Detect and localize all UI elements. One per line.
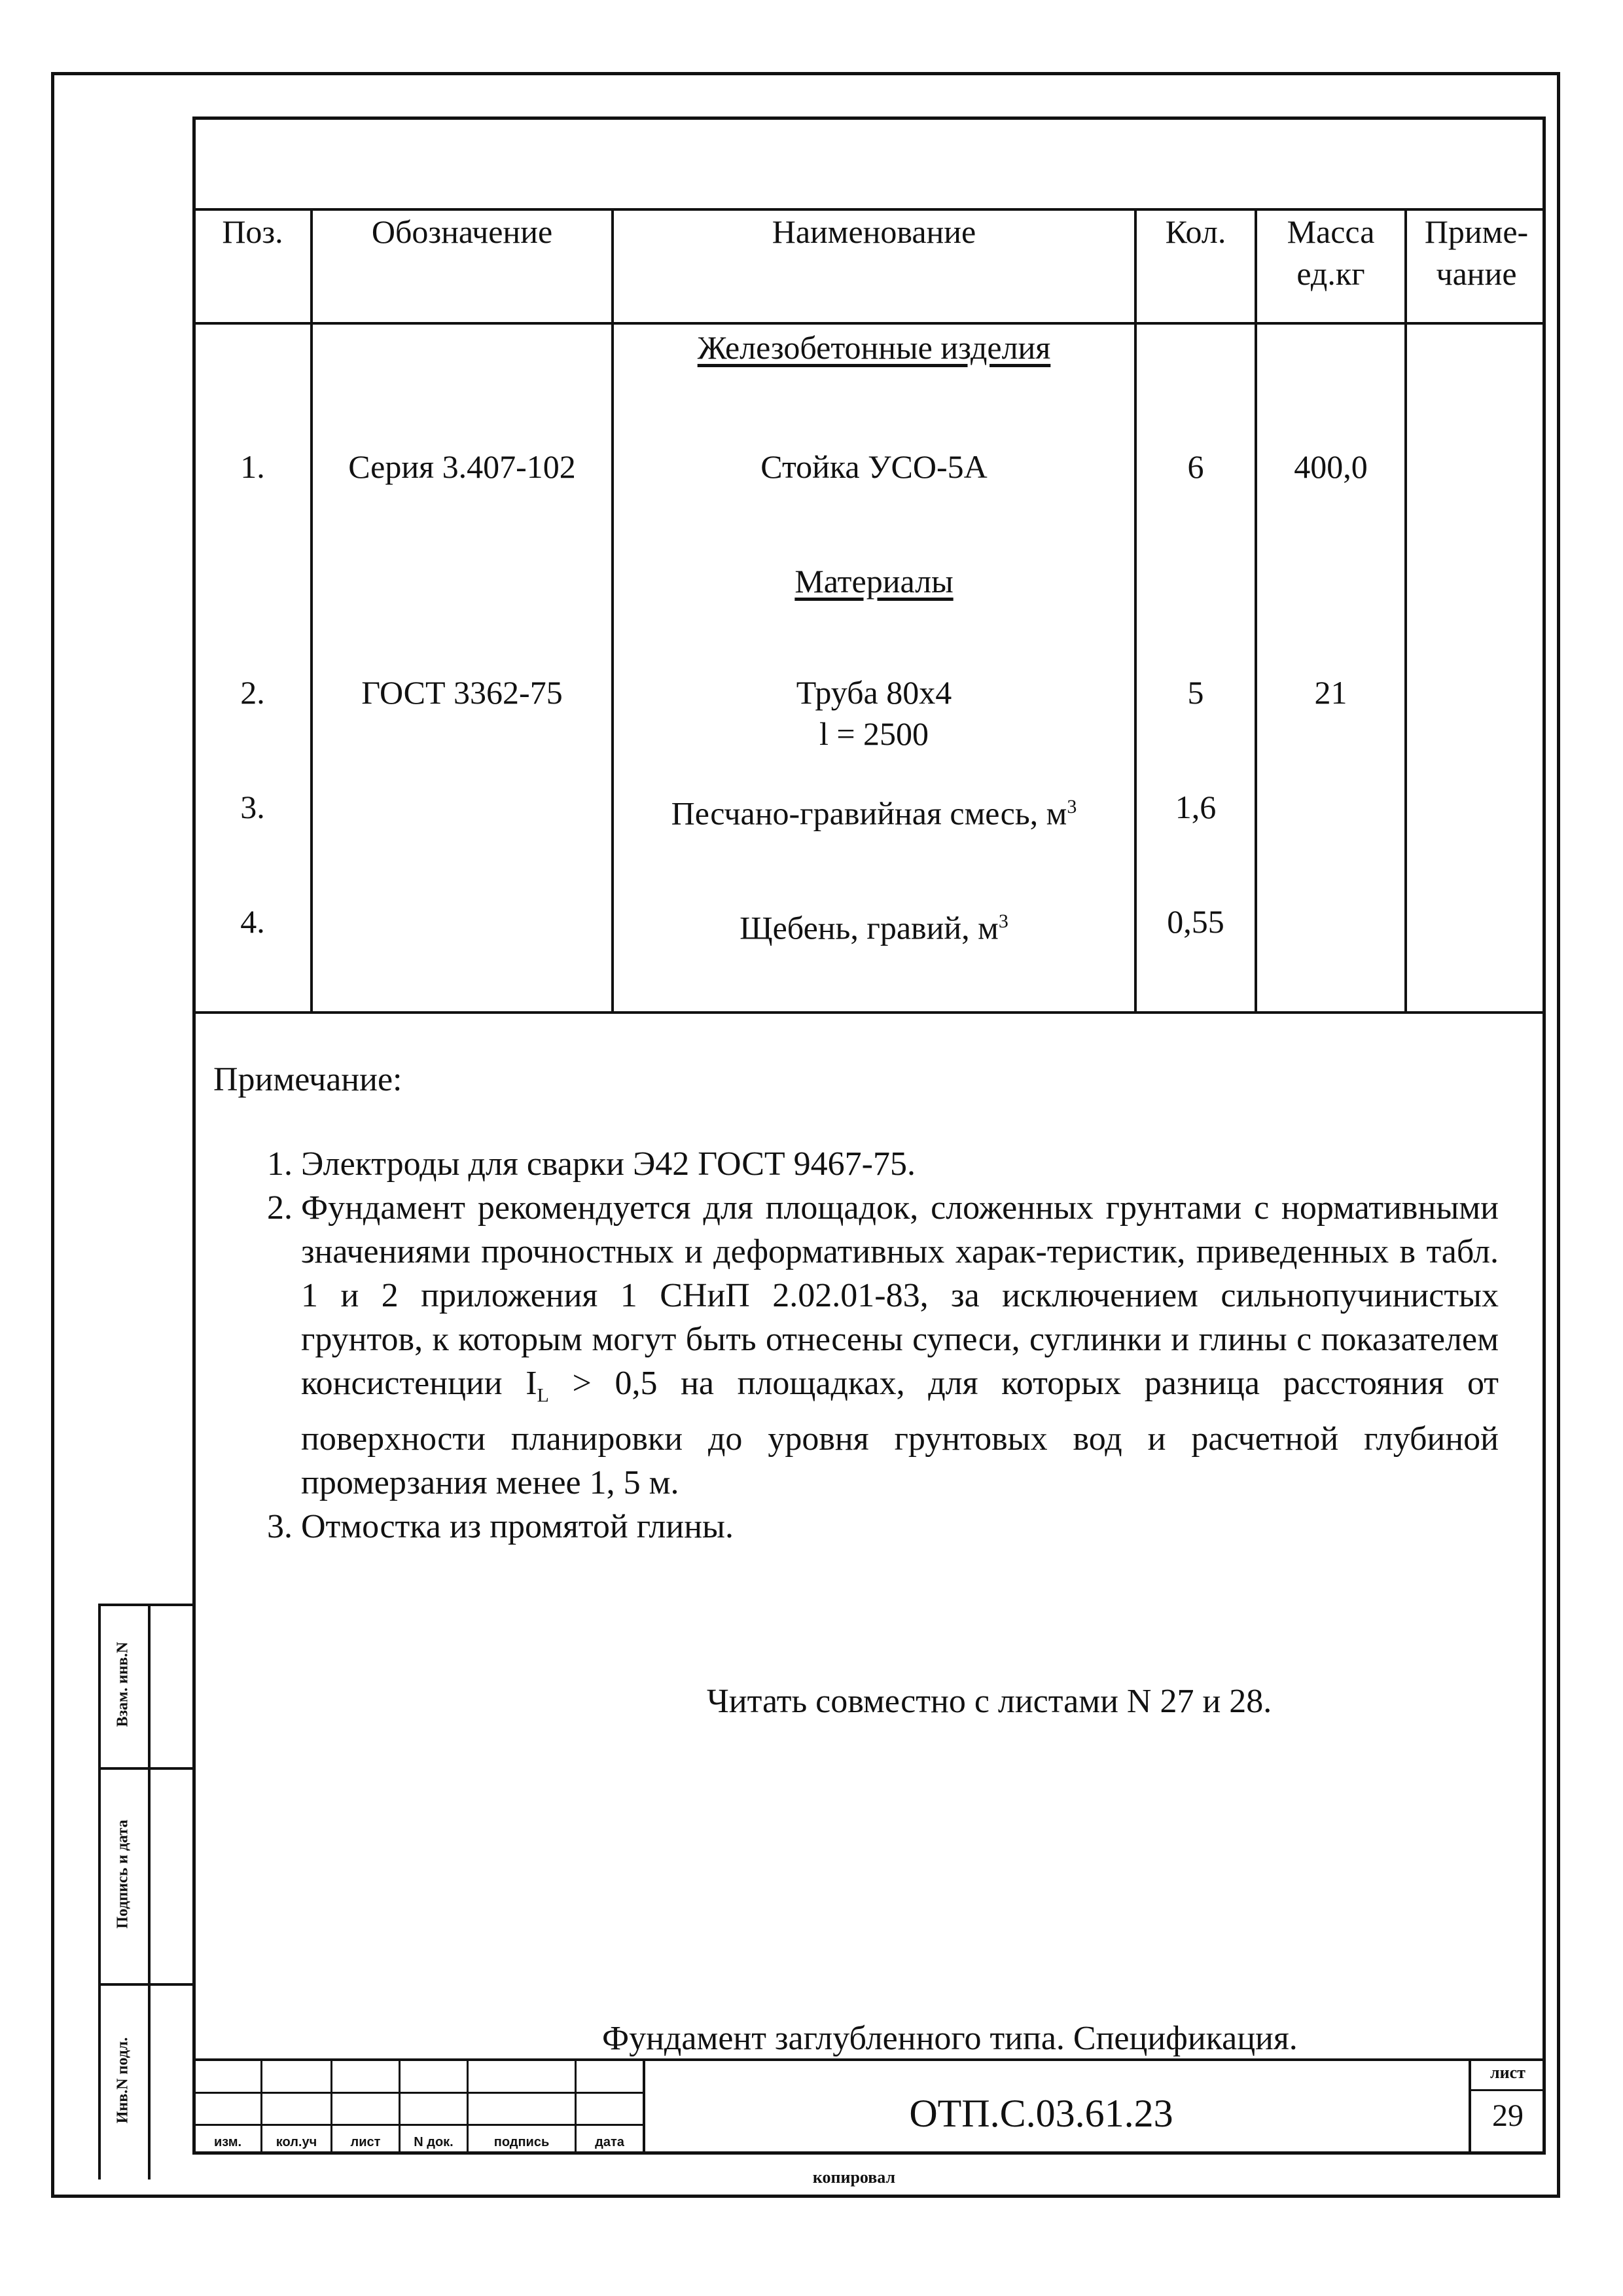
row2-pos: 2.: [240, 674, 265, 711]
row2-designation: ГОСТ 3362-75: [361, 674, 563, 711]
row2-qty: 5: [1187, 674, 1204, 711]
stamp-sheet-line: [1469, 2089, 1546, 2091]
row2-length: l = 2500: [819, 715, 929, 752]
stamp-caption-date: дата: [595, 2135, 624, 2149]
side-label-replacement: Взам. инв.N: [114, 1641, 132, 1727]
row4-name-unit-exponent: 3: [998, 910, 1008, 932]
header-pos: Поз.: [222, 213, 283, 250]
row4-pos: 4.: [240, 903, 265, 940]
side-label-inventory: Инв.N подл.: [114, 2037, 132, 2124]
header-mass: Масса ед.кг: [1287, 213, 1375, 292]
sheet-number: 29: [1492, 2098, 1524, 2133]
note-item-2-text: Фундамент рекомендуется для площадок, сложенных грунтами с нормативными значениями прочностных и деформативных харак-теристик, приведенных в табл. 1 и 2 приложения 1 СНиП 2.02.01-83, за исключением сильнопучинистых грунтов, к которым могут быть отнесены супеси, суглинки и глины с показателем консистенции: [301, 1189, 1499, 1402]
row3-qty: 1,6: [1175, 789, 1217, 825]
row4-name-cell: [614, 900, 1134, 950]
sheet-title: Фундамент заглубленного типа. Спецификация.: [602, 2020, 1298, 2057]
document-code: ОТП.С.03.61.23: [909, 2092, 1173, 2135]
side-label-signature-date: Подпись и дата: [114, 1820, 132, 1929]
stamp-caption-doc: N док.: [414, 2135, 454, 2149]
row2-name: Труба 80х4: [796, 674, 952, 711]
section-rc-products: Железобетонные изделия: [697, 329, 1051, 366]
stamp-caption-sheet: лист: [350, 2135, 381, 2149]
table-bottom-line: [192, 1011, 1546, 1014]
side-strip-line: [98, 1983, 194, 1986]
note-item-3: 3. Отмостка из промятой глины.: [301, 1505, 1499, 1549]
row3-name-unit-exponent: 3: [1067, 796, 1077, 817]
read-together-note: Читать совместно с листами N 27 и 28.: [707, 1683, 1272, 1720]
row1-pos: 1.: [240, 448, 265, 485]
side-strip-line: [148, 1604, 151, 2179]
row1-mass: 400,0: [1294, 448, 1368, 485]
row3-pos: 3.: [240, 789, 265, 825]
note-item-2-tail: > 0,5 на площадках, для которых разница расстояния от поверхности планировки до уровня грунтовых вод и расчетной глубиной промерзания менее 1, 5 м.: [301, 1365, 1499, 1502]
row4-qty: 0,55: [1167, 903, 1224, 940]
section-materials: Материалы: [794, 563, 954, 600]
table-col-line: [1134, 208, 1137, 1012]
row3-name-cell: [614, 785, 1134, 835]
notes-list: [242, 1142, 1499, 1549]
table-header-line: [192, 322, 1546, 325]
stamp-top-line: [192, 2058, 1546, 2061]
stamp-caption-change: изм.: [213, 2135, 242, 2149]
row1-qty: 6: [1187, 448, 1204, 485]
note-item-1: 1. Электроды для сварки Э42 ГОСТ 9467-75.: [301, 1142, 1499, 1186]
stamp-caption-qty: кол.уч: [276, 2135, 317, 2149]
header-note: Приме- чание: [1424, 213, 1529, 292]
header-designation: Обозначение: [371, 213, 553, 250]
row4-name: Щебень, гравий, м: [740, 909, 999, 946]
stamp-caption-signature: подпись: [493, 2135, 550, 2149]
header-name: Наименование: [772, 213, 976, 250]
table-col-line: [1404, 208, 1407, 1012]
header-qty: Кол.: [1165, 213, 1226, 250]
sheet-label: лист: [1490, 2063, 1525, 2082]
table-col-line: [1255, 208, 1257, 1012]
row2-mass: 21: [1314, 674, 1347, 711]
drawing-frame: [192, 117, 1546, 2155]
notes-title: Примечание:: [213, 1061, 402, 1098]
table-col-line: [310, 208, 313, 1012]
row1-designation: Серия 3.407-102: [348, 448, 576, 485]
consistency-symbol-subscript: L: [537, 1384, 549, 1407]
copied-label: копировал: [812, 2168, 896, 2187]
side-strip-line: [98, 1604, 101, 2179]
note-item-2: [301, 1186, 1499, 1505]
side-strip-line: [98, 1767, 194, 1770]
consistency-symbol: I: [526, 1365, 537, 1402]
row1-name: Стойка УСО-5А: [760, 448, 988, 485]
side-strip-line: [98, 1604, 194, 1606]
row3-name: Песчано-гравийная смесь, м: [671, 795, 1067, 832]
